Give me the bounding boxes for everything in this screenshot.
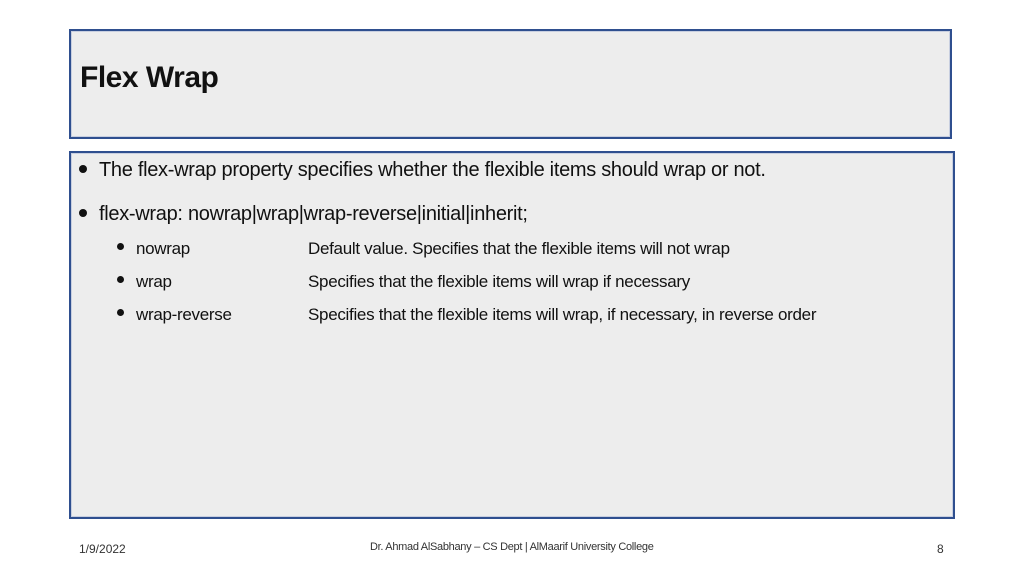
page-number: 8 <box>937 542 944 556</box>
sub-bullet-term: nowrap <box>136 239 190 258</box>
bullet-dot-icon <box>79 209 87 217</box>
sub-bullet-item <box>117 272 690 292</box>
bullet-dot-icon <box>117 243 124 250</box>
footer-date: 1/9/2022 <box>79 542 126 556</box>
bullet-item <box>79 203 528 226</box>
sub-bullet-desc: Specifies that the flexible items will wrap, if necessary, in reverse order <box>308 305 817 324</box>
sub-bullet-desc: Default value. Specifies that the flexible items will not wrap <box>308 239 730 258</box>
sub-bullet-term: wrap <box>136 272 172 291</box>
content-box <box>69 151 955 519</box>
bullet-text: flex-wrap: nowrap|wrap|wrap-reverse|initial|inherit; <box>99 203 528 225</box>
bullet-dot-icon <box>117 309 124 316</box>
sub-bullet-term: wrap-reverse <box>136 305 232 324</box>
bullet-item <box>79 159 766 182</box>
sub-bullet-desc: Specifies that the flexible items will wrap if necessary <box>308 272 690 291</box>
slide-title: Flex Wrap <box>80 61 219 94</box>
bullet-dot-icon <box>79 165 87 173</box>
sub-bullet-item <box>117 305 816 325</box>
sub-bullet-item <box>117 239 730 259</box>
bullet-text: The flex-wrap property specifies whether the flexible items should wrap or not. <box>99 159 766 181</box>
footer-author: Dr. Ahmad AlSabhany – CS Dept | AlMaarif University College <box>370 541 654 553</box>
bullet-dot-icon <box>117 276 124 283</box>
title-box <box>69 29 952 139</box>
